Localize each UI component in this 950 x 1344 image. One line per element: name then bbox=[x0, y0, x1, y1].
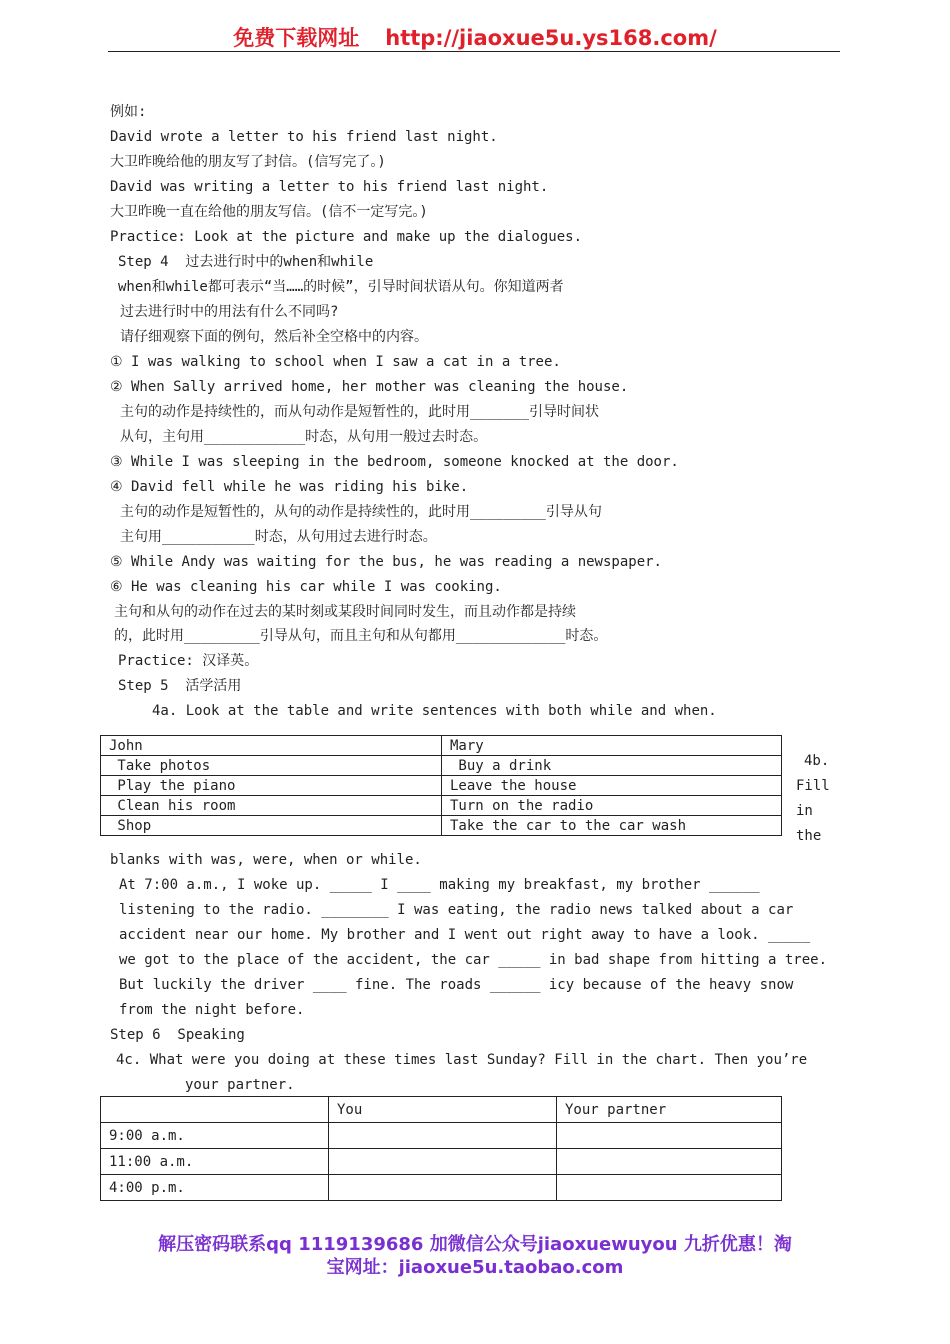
text-line: David wrote a letter to his friend last night. bbox=[110, 129, 498, 145]
fill-in-rule: 的，此时用_________引导从句，而且主句和从句都用_____________时态。 bbox=[114, 628, 608, 644]
example-sentence: ③ While I was sleeping in the bedroom, someone knocked at the door. bbox=[110, 454, 679, 470]
fill-in-rule: 从句，主句用____________时态，从句用一般过去时态。 bbox=[120, 429, 488, 445]
example-sentence: ② When Sally arrived home, her mother was cleaning the house. bbox=[110, 379, 629, 395]
table-row bbox=[101, 1123, 782, 1149]
passage-line: we got to the place of the accident, the car _____ in bad shape from hitting a tree. bbox=[119, 952, 828, 968]
answer-cell-you[interactable] bbox=[329, 1123, 557, 1149]
table-header-cell: Your partner bbox=[557, 1097, 782, 1123]
time-cell: 11:00 a.m. bbox=[101, 1149, 329, 1175]
step-heading: Step 5 活学活用 bbox=[118, 678, 242, 694]
example-sentence: ① I was walking to school when I saw a cat in a tree. bbox=[110, 354, 561, 370]
answer-cell-partner[interactable] bbox=[557, 1123, 782, 1149]
answer-cell-partner[interactable] bbox=[557, 1175, 782, 1201]
answer-cell-you[interactable] bbox=[329, 1175, 557, 1201]
table-header-cell bbox=[101, 1097, 329, 1123]
page-header bbox=[0, 22, 950, 52]
answer-cell-you[interactable] bbox=[329, 1149, 557, 1175]
passage-line: But luckily the driver ____ fine. The roads ______ icy because of the heavy snow bbox=[119, 977, 794, 993]
table-header-cell: John bbox=[101, 736, 442, 756]
table-header-cell: You bbox=[329, 1097, 557, 1123]
header-label: 免费下载网址 bbox=[233, 26, 360, 50]
example-sentence: ⑤ While Andy was waiting for the bus, he was reading a newspaper. bbox=[110, 554, 662, 570]
time-cell: 4:00 p.m. bbox=[101, 1175, 329, 1201]
text-line: blanks with was, were, when or while. bbox=[110, 852, 422, 868]
fill-in-rule: 主句用___________时态，从句用过去进行时态。 bbox=[120, 529, 437, 545]
table-cell: Buy a drink bbox=[442, 756, 782, 776]
exercise-instruction: 4c. What were you doing at these times last Sunday? Fill in the chart. Then you’re bbox=[116, 1052, 808, 1068]
passage-line: At 7:00 a.m., I woke up. _____ I ____ making my breakfast, my brother ______ bbox=[119, 877, 760, 893]
table-header-row bbox=[101, 736, 782, 756]
table-row bbox=[101, 1149, 782, 1175]
text-line: David was writing a letter to his friend last night. bbox=[110, 179, 549, 195]
table-row bbox=[101, 756, 782, 776]
footer-contact-line: 解压密码联系qq 1119139686 加微信公众号jiaoxuewuyou 九折优惠！淘 bbox=[158, 1234, 792, 1255]
table-cell: Take photos bbox=[101, 756, 442, 776]
table-header-row bbox=[101, 1097, 782, 1123]
header-divider bbox=[108, 51, 840, 52]
table-cell: Leave the house bbox=[442, 776, 782, 796]
text-line: 例如: bbox=[110, 104, 147, 120]
time-cell: 9:00 a.m. bbox=[101, 1123, 329, 1149]
fill-in-rule: 主句的动作是持续性的，而从句动作是短暂性的，此时用_______引导时间状 bbox=[120, 404, 599, 420]
text-line: 过去进行时中的用法有什么不同吗? bbox=[120, 304, 339, 320]
answer-cell-partner[interactable] bbox=[557, 1149, 782, 1175]
text-line: Practice: Look at the picture and make up the dialogues. bbox=[110, 229, 583, 245]
side-note-word: Fill bbox=[796, 778, 830, 794]
text-line: 大卫昨晚给他的朋友写了封信。(信写完了。) bbox=[110, 154, 386, 170]
text-line: 大卫昨晚一直在给他的朋友写信。(信不一定写完。) bbox=[110, 204, 428, 220]
table-cell: Shop bbox=[101, 816, 442, 836]
side-note-word: 4b. bbox=[804, 753, 830, 769]
table-row bbox=[101, 816, 782, 836]
header-url-link[interactable]: http://jiaoxue5u.ys168.com/ bbox=[385, 26, 717, 50]
fill-in-rule: 主句和从句的动作在过去的某时刻或某段时间同时发生，而且动作都是持续 bbox=[114, 604, 576, 620]
activity-table bbox=[100, 735, 782, 836]
text-line: 请仔细观察下面的例句，然后补全空格中的内容。 bbox=[120, 329, 428, 345]
exercise-instruction: 4a. Look at the table and write sentences with both while and when. bbox=[152, 703, 717, 719]
side-note-word: the bbox=[796, 828, 822, 844]
exercise-instruction: your partner. bbox=[185, 1077, 295, 1093]
example-sentence: ⑥ He was cleaning his car while I was cooking. bbox=[110, 579, 502, 595]
footer-shop-link[interactable]: 宝网址：jiaoxue5u.taobao.com bbox=[326, 1257, 624, 1278]
side-note-word: in bbox=[796, 803, 813, 819]
table-header-cell: Mary bbox=[442, 736, 782, 756]
table-row bbox=[101, 796, 782, 816]
passage-line: accident near our home. My brother and I went out right away to have a look. _____ bbox=[119, 927, 811, 943]
text-line: Practice: 汉译英。 bbox=[118, 653, 259, 669]
example-sentence: ④ David fell while he was riding his bike. bbox=[110, 479, 469, 495]
table-row bbox=[101, 776, 782, 796]
step-heading: Step 4 过去进行时中的when和while bbox=[118, 254, 374, 270]
step-heading: Step 6 Speaking bbox=[110, 1027, 245, 1043]
text-line: when和while都可表示“当……的时候”，引导时间状语从句。你知道两者 bbox=[118, 279, 564, 295]
table-cell: Turn on the radio bbox=[442, 796, 782, 816]
table-row bbox=[101, 1175, 782, 1201]
schedule-table bbox=[100, 1096, 782, 1201]
passage-line: from the night before. bbox=[119, 1002, 305, 1018]
table-cell: Play the piano bbox=[101, 776, 442, 796]
table-cell: Clean his room bbox=[101, 796, 442, 816]
passage-line: listening to the radio. ________ I was eating, the radio news talked about a car bbox=[119, 902, 794, 918]
fill-in-rule: 主句的动作是短暂性的，从句的动作是持续性的，此时用_________引导从句 bbox=[120, 504, 602, 520]
table-cell: Take the car to the car wash bbox=[442, 816, 782, 836]
